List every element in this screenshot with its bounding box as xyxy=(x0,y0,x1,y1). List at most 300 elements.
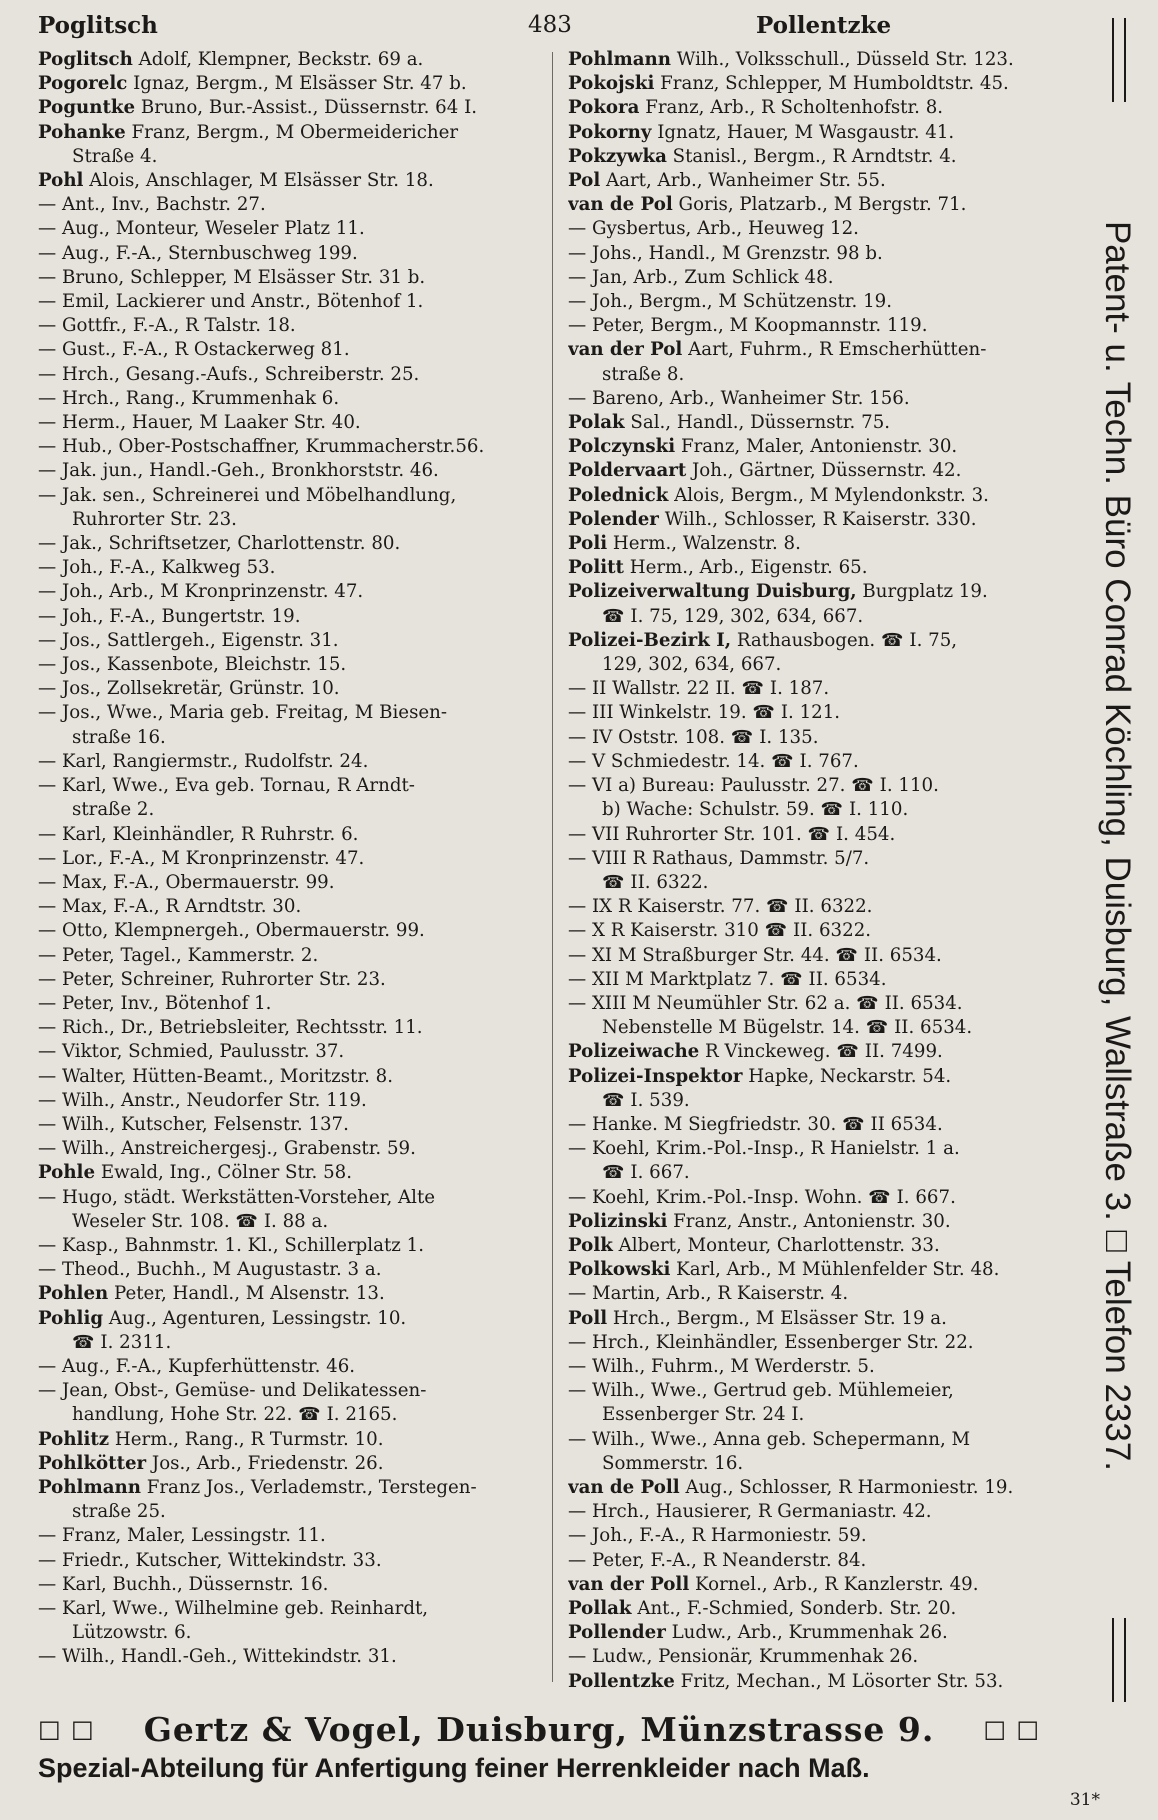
advertisement-headline xyxy=(38,1710,1078,1749)
entry-details: ☎ I. 2311. xyxy=(72,1331,172,1353)
directory-entry xyxy=(568,1161,1080,1185)
entry-details: — Gottfr., F.-A., R Talstr. 18. xyxy=(38,315,296,337)
directory-entry xyxy=(38,387,538,411)
directory-entry xyxy=(38,726,538,750)
entry-details: Ewald, Ing., Cölner Str. 58. xyxy=(95,1162,352,1184)
entry-details: — XII M Marktplatz 7. ☎ II. 6534. xyxy=(568,968,887,990)
directory-entry xyxy=(568,121,1080,145)
directory-entry xyxy=(568,169,1080,193)
entry-details: Stanisl., Bergm., R Arndtstr. 4. xyxy=(666,145,957,167)
entry-surname: Pohl xyxy=(38,170,84,192)
directory-entry xyxy=(568,1113,1080,1137)
entry-details: b) Wache: Schulstr. 59. ☎ I. 110. xyxy=(602,799,909,821)
directory-entry xyxy=(568,363,1080,387)
directory-entry xyxy=(38,1089,538,1113)
entry-details: straße 2. xyxy=(72,799,155,821)
side-banner-bottom-rule xyxy=(1112,1618,1126,1702)
entry-details: ☎ I. 539. xyxy=(602,1089,690,1111)
page-number: 483 xyxy=(528,12,572,38)
directory-entry xyxy=(568,798,1080,822)
directory-entry xyxy=(38,1597,538,1621)
directory-entry xyxy=(568,484,1080,508)
entry-details: Wilh., Volksschull., Düsseld Str. 123. xyxy=(670,49,1014,70)
directory-entry xyxy=(568,968,1080,992)
square-ornament-right: □ □ xyxy=(983,1715,1041,1743)
header-right-keyword: Pollentzke xyxy=(756,12,892,39)
directory-entry xyxy=(38,750,538,774)
advertisement-subline: Spezial-Abteilung für Anfertigung feiner Herrenkleider nach Maß. xyxy=(38,1753,870,1783)
directory-entry xyxy=(38,1645,538,1669)
directory-entry xyxy=(38,242,538,266)
directory-entry xyxy=(38,919,538,943)
directory-entry xyxy=(568,629,1080,653)
entry-details: — Ludw., Pensionär, Krummenhak 26. xyxy=(568,1646,919,1668)
entry-surname: Polk xyxy=(568,1234,613,1256)
directory-entry xyxy=(568,1621,1080,1645)
entry-details: Adolf, Klempner, Beckstr. 69 a. xyxy=(132,49,424,70)
entry-details: Herm., Arb., Eigenstr. 65. xyxy=(623,557,868,579)
entry-details: — XI M Straßburger Str. 44. ☎ II. 6534. xyxy=(568,944,942,966)
entry-details: Nebenstelle M Bügelstr. 14. ☎ II. 6534. xyxy=(602,1017,973,1039)
entry-surname: van de Poll xyxy=(568,1476,680,1498)
entry-details: Fritz, Mechan., M Lösorter Str. 53. xyxy=(674,1670,1004,1692)
entry-details: — Gysbertus, Arb., Heuweg 12. xyxy=(568,218,859,240)
column-divider xyxy=(552,52,553,1682)
directory-entry xyxy=(38,1428,538,1452)
entry-details: — Ant., Inv., Bachstr. 27. xyxy=(38,194,266,216)
entry-details: 129, 302, 634, 667. xyxy=(602,654,782,676)
entry-details: Burgplatz 19. xyxy=(856,581,988,603)
entry-details: — Aug., Monteur, Weseler Platz 11. xyxy=(38,218,365,240)
directory-entry xyxy=(38,72,538,96)
entry-details: — Theod., Buchh., M Augustastr. 3 a. xyxy=(38,1259,382,1281)
entry-details: — Wilh., Wwe., Anna geb. Schepermann, M xyxy=(568,1428,971,1450)
entry-surname: Pohlitz xyxy=(38,1428,110,1450)
entry-details: handlung, Hohe Str. 22. ☎ I. 2165. xyxy=(72,1404,398,1426)
entry-details: Albert, Monteur, Charlottenstr. 33. xyxy=(612,1234,940,1256)
directory-entry xyxy=(568,750,1080,774)
entry-details: — II Wallstr. 22 II. ☎ I. 187. xyxy=(568,678,830,700)
entry-surname: Pohanke xyxy=(38,121,126,143)
directory-entry xyxy=(38,1161,538,1185)
entry-details: — Peter, Tagel., Kammerstr. 2. xyxy=(38,944,319,966)
entry-details: Bruno, Bur.-Assist., Düssernstr. 64 I. xyxy=(135,97,478,119)
directory-entry xyxy=(38,1452,538,1476)
directory-entry xyxy=(38,580,538,604)
entry-details: — Jak. sen., Schreinerei und Möbelhandlung, xyxy=(38,484,457,506)
entry-details: — Hugo, städt. Werkstätten-Vorsteher, Alte xyxy=(38,1186,436,1208)
entry-details: — VI a) Bureau: Paulusstr. 27. ☎ I. 110. xyxy=(568,775,939,797)
directory-entry xyxy=(568,1452,1080,1476)
entry-details: — Koehl, Krim.-Pol.-Insp., R Hanielstr. 1 a. xyxy=(568,1138,960,1160)
directory-entry xyxy=(38,48,538,72)
directory-entry xyxy=(568,193,1080,217)
directory-entry xyxy=(38,1040,538,1064)
entry-details: — Koehl, Krim.-Pol.-Insp. Wohn. ☎ I. 667. xyxy=(568,1186,956,1208)
directory-entry xyxy=(38,1234,538,1258)
entry-details: Alois, Bergm., M Mylendonkstr. 3. xyxy=(668,484,989,506)
directory-entry xyxy=(568,290,1080,314)
directory-entry xyxy=(568,1040,1080,1064)
entry-details: Franz, Maler, Antonienstr. 30. xyxy=(675,436,958,458)
directory-entry xyxy=(38,193,538,217)
entry-details: Franz, Anstr., Antonienstr. 30. xyxy=(667,1210,951,1232)
directory-entry xyxy=(568,338,1080,362)
directory-entry xyxy=(568,1307,1080,1331)
directory-entry xyxy=(568,653,1080,677)
entry-surname: Politt xyxy=(568,557,624,579)
entry-surname: Pollak xyxy=(568,1598,632,1619)
entry-details: — Jan, Arb., Zum Schlick 48. xyxy=(568,266,834,288)
entry-details: — Joh., Bergm., M Schützenstr. 19. xyxy=(568,291,892,313)
entry-details: Aart, Arb., Wanheimer Str. 55. xyxy=(600,170,886,192)
directory-entry xyxy=(568,556,1080,580)
directory-entry xyxy=(38,701,538,725)
directory-entry xyxy=(38,1355,538,1379)
directory-entry xyxy=(568,1065,1080,1089)
directory-entry xyxy=(38,169,538,193)
entry-details: — Johs., Handl., M Grenzstr. 98 b. xyxy=(568,242,883,264)
directory-entry xyxy=(38,435,538,459)
directory-entry xyxy=(568,1428,1080,1452)
directory-entry xyxy=(568,1645,1080,1669)
directory-entry xyxy=(38,1016,538,1040)
entry-surname: Pohle xyxy=(38,1162,96,1184)
entry-surname: Pohlig xyxy=(38,1307,104,1329)
entry-surname: Pokorny xyxy=(568,121,652,143)
entry-details: ☎ I. 75, 129, 302, 634, 667. xyxy=(602,605,864,627)
entry-details: — IV Oststr. 108. ☎ I. 135. xyxy=(568,726,819,748)
entry-surname: Poglitsch xyxy=(38,49,133,70)
directory-entry xyxy=(38,411,538,435)
directory-entry xyxy=(38,653,538,677)
entry-surname: Pokora xyxy=(568,97,640,119)
entry-details: — Jean, Obst-, Gemüse- und Delikatessen- xyxy=(38,1380,427,1402)
directory-entry xyxy=(568,1549,1080,1573)
directory-entry xyxy=(568,1379,1080,1403)
directory-entry xyxy=(568,1476,1080,1500)
entry-details: — Hub., Ober-Postschaffner, Krummacherstr.56. xyxy=(38,436,485,458)
directory-entry xyxy=(38,266,538,290)
directory-entry xyxy=(568,1282,1080,1306)
entry-details: — Joh., F.-A., Kalkweg 53. xyxy=(38,557,276,579)
entry-surname: Polak xyxy=(568,412,625,434)
directory-entry xyxy=(568,508,1080,532)
entry-details: — III Winkelstr. 19. ☎ I. 121. xyxy=(568,702,841,724)
directory-entry xyxy=(568,1137,1080,1161)
directory-entry xyxy=(38,1476,538,1500)
entry-details: Aart, Fuhrm., R Emscherhütten- xyxy=(682,339,987,361)
directory-entry xyxy=(38,992,538,1016)
entry-surname: Polizeiwache xyxy=(568,1041,700,1063)
entry-surname: Pokojski xyxy=(568,73,655,95)
entry-details: — VII Ruhrorter Str. 101. ☎ I. 454. xyxy=(568,823,896,845)
directory-entry xyxy=(38,798,538,822)
directory-entry xyxy=(568,992,1080,1016)
entry-details: — Joh., F.-A., Bungertstr. 19. xyxy=(38,605,301,627)
directory-entry xyxy=(38,1331,538,1355)
right-column xyxy=(568,48,1080,1694)
entry-surname: Pollentzke xyxy=(568,1670,675,1692)
entry-details: Jos., Arb., Friedenstr. 26. xyxy=(146,1452,384,1474)
entry-details: — Karl, Rangiermstr., Rudolfstr. 24. xyxy=(38,750,369,772)
directory-entry xyxy=(568,1355,1080,1379)
directory-entry xyxy=(568,1016,1080,1040)
directory-entry xyxy=(568,1089,1080,1113)
entry-details: — Wilh., Handl.-Geh., Wittekindstr. 31. xyxy=(38,1646,397,1668)
entry-surname: Pokzywka xyxy=(568,145,667,167)
directory-entry xyxy=(568,605,1080,629)
square-ornament-left: □ □ xyxy=(38,1715,95,1743)
entry-details: Wilh., Schlosser, R Kaiserstr. 330. xyxy=(658,508,977,530)
entry-details: Karl, Arb., M Mühlenfelder Str. 48. xyxy=(670,1259,1000,1281)
directory-entry xyxy=(568,1500,1080,1524)
entry-surname: Pohlmann xyxy=(38,1476,141,1498)
entry-details: Straße 4. xyxy=(72,145,158,167)
entry-details: — VIII R Rathaus, Dammstr. 5/7. xyxy=(568,847,870,869)
entry-surname: Poguntke xyxy=(38,97,136,119)
directory-entry xyxy=(38,1258,538,1282)
entry-details: — X R Kaiserstr. 310 ☎ II. 6322. xyxy=(568,920,872,942)
left-column xyxy=(38,48,538,1670)
entry-details: — Wilh., Wwe., Gertrud geb. Mühlemeier, xyxy=(568,1380,954,1402)
entry-details: Franz, Bergm., M Obermeidericher xyxy=(125,121,459,143)
directory-entry xyxy=(568,944,1080,968)
directory-entry xyxy=(568,48,1080,72)
directory-entry xyxy=(38,145,538,169)
entry-details: — Hrch., Gesang.-Aufs., Schreiberstr. 25. xyxy=(38,363,420,385)
entry-details: Aug., Agenturen, Lessingstr. 10. xyxy=(103,1307,407,1329)
directory-entry xyxy=(38,944,538,968)
directory-entry xyxy=(568,919,1080,943)
directory-entry xyxy=(568,387,1080,411)
entry-details: Hapke, Neckarstr. 54. xyxy=(742,1065,952,1087)
entry-details: — IX R Kaiserstr. 77. ☎ II. 6322. xyxy=(568,896,873,918)
entry-details: — Kasp., Bahnmstr. 1. Kl., Schillerplatz 1. xyxy=(38,1234,424,1256)
directory-entry xyxy=(38,314,538,338)
entry-surname: Polkowski xyxy=(568,1259,671,1281)
entry-surname: Polednick xyxy=(568,484,669,506)
directory-entry xyxy=(568,701,1080,725)
directory-entry xyxy=(568,314,1080,338)
entry-details: — Bruno, Schlepper, M Elsässer Str. 31 b. xyxy=(38,266,426,288)
entry-surname: Pohlmann xyxy=(568,49,671,70)
directory-entry xyxy=(38,871,538,895)
entry-details: — Karl, Buchh., Düssernstr. 16. xyxy=(38,1573,329,1595)
directory-entry xyxy=(568,1670,1080,1694)
entry-details: — Max, F.-A., Obermauerstr. 99. xyxy=(38,871,335,893)
directory-entry xyxy=(38,1500,538,1524)
entry-details: Ant., F.-Schmied, Sonderb. Str. 20. xyxy=(631,1598,957,1619)
directory-entry xyxy=(568,1210,1080,1234)
entry-details: — Karl, Wwe., Wilhelmine geb. Reinhardt, xyxy=(38,1598,429,1619)
entry-details: — Joh., Arb., M Kronprinzenstr. 47. xyxy=(38,581,364,603)
directory-entry xyxy=(568,72,1080,96)
entry-details: Joh., Gärtner, Düssernstr. 42. xyxy=(686,460,962,482)
entry-surname: Polizei-Inspektor xyxy=(568,1065,743,1087)
entry-details: Alois, Anschlager, M Elsässer Str. 18. xyxy=(83,170,434,192)
advertisement-company: Gertz & Vogel, Duisburg, Münzstrasse 9. xyxy=(143,1710,935,1749)
entry-details: straße 16. xyxy=(72,726,166,748)
directory-entry xyxy=(568,145,1080,169)
directory-entry xyxy=(38,121,538,145)
entry-details: Aug., Schlosser, R Harmoniestr. 19. xyxy=(679,1476,1014,1498)
signature-mark: 31* xyxy=(1069,1790,1100,1810)
entry-surname: Polizei-Bezirk I, xyxy=(568,629,732,651)
entry-details: — Walter, Hütten-Beamt., Moritzstr. 8. xyxy=(38,1065,393,1087)
entry-details: — Peter, Schreiner, Ruhrorter Str. 23. xyxy=(38,968,386,990)
entry-details: — Wilh., Fuhrm., M Werderstr. 5. xyxy=(568,1355,875,1377)
directory-entry xyxy=(38,1549,538,1573)
directory-entry xyxy=(568,823,1080,847)
entry-details: Franz Jos., Verlademstr., Terstegen- xyxy=(140,1476,477,1498)
entry-details: — Aug., F.-A., Sternbuschweg 199. xyxy=(38,242,358,264)
directory-entry xyxy=(38,823,538,847)
entry-details: Rathausbogen. ☎ I. 75, xyxy=(731,629,958,651)
entry-details: Ignaz, Bergm., M Elsässer Str. 47 b. xyxy=(127,73,467,95)
directory-entry xyxy=(38,556,538,580)
entry-details: — Rich., Dr., Betriebsleiter, Rechtsstr. 11. xyxy=(38,1017,423,1039)
directory-entry xyxy=(38,459,538,483)
entry-details: — Karl, Wwe., Eva geb. Tornau, R Arndt- xyxy=(38,775,415,797)
entry-details: Franz, Schlepper, M Humboldtstr. 45. xyxy=(654,73,1009,95)
directory-entry xyxy=(38,677,538,701)
directory-entry xyxy=(38,96,538,120)
directory-entry xyxy=(38,774,538,798)
header-left-keyword: Poglitsch xyxy=(38,12,158,39)
entry-details: Weseler Str. 108. ☎ I. 88 a. xyxy=(72,1210,329,1232)
entry-surname: van der Poll xyxy=(568,1573,690,1595)
entry-details: Lützowstr. 6. xyxy=(72,1622,192,1644)
directory-entry xyxy=(568,1573,1080,1597)
entry-surname: van der Pol xyxy=(568,339,683,361)
directory-entry xyxy=(38,290,538,314)
entry-details: — Franz, Maler, Lessingstr. 11. xyxy=(38,1525,326,1547)
directory-entry xyxy=(568,532,1080,556)
directory-entry xyxy=(38,1186,538,1210)
entry-details: Sommerstr. 16. xyxy=(602,1452,744,1474)
advertisement xyxy=(38,1710,1078,1784)
directory-entry xyxy=(38,847,538,871)
directory-entry xyxy=(568,242,1080,266)
entry-surname: Pogorelc xyxy=(38,73,128,95)
directory-entry xyxy=(38,1065,538,1089)
entry-details: — Jak., Schriftsetzer, Charlottenstr. 80. xyxy=(38,533,401,555)
entry-details: — Martin, Arb., R Kaiserstr. 4. xyxy=(568,1283,849,1305)
side-banner xyxy=(1080,18,1152,1708)
directory-entry xyxy=(568,726,1080,750)
entry-details: — Hrch., Hausierer, R Germaniastr. 42. xyxy=(568,1501,932,1523)
directory-entry xyxy=(38,338,538,362)
directory-entry xyxy=(568,435,1080,459)
directory-entry xyxy=(38,629,538,653)
directory-entry xyxy=(38,1379,538,1403)
directory-entry xyxy=(38,895,538,919)
directory-entry xyxy=(568,677,1080,701)
directory-entry xyxy=(568,895,1080,919)
side-banner-text: Patent- u. Techn. Büro Conrad Köchling, Duisburg, Wallstraße 3. □ Telefon 2337. xyxy=(1098,220,1137,1472)
directory-entry xyxy=(568,1258,1080,1282)
entry-details: straße 25. xyxy=(72,1501,166,1523)
directory-entry xyxy=(568,459,1080,483)
directory-entry xyxy=(38,1137,538,1161)
page-header xyxy=(38,6,1068,46)
entry-details: — Hanke. M Siegfriedstr. 30. ☎ II 6534. xyxy=(568,1113,943,1135)
entry-details: Ludw., Arb., Krummenhak 26. xyxy=(665,1622,948,1644)
entry-details: Hrch., Bergm., M Elsässer Str. 19 a. xyxy=(607,1307,947,1329)
entry-details: — Hrch., Rang., Krummenhak 6. xyxy=(38,387,340,409)
directory-entry xyxy=(568,847,1080,871)
entry-details: — Wilh., Anstr., Neudorfer Str. 119. xyxy=(38,1089,367,1111)
directory-entry xyxy=(568,580,1080,604)
entry-details: — Gust., F.-A., R Ostackerweg 81. xyxy=(38,339,350,361)
entry-details: Herm., Walzenstr. 8. xyxy=(607,533,801,555)
entry-details: — Otto, Klempnergeh., Obermauerstr. 99. xyxy=(38,920,425,942)
entry-details: — Jos., Wwe., Maria geb. Freitag, M Biesen- xyxy=(38,702,448,724)
entry-surname: Pohlen xyxy=(38,1283,109,1305)
entry-surname: Pol xyxy=(568,170,601,192)
entry-details: Herm., Rang., R Turmstr. 10. xyxy=(109,1428,384,1450)
entry-surname: Poli xyxy=(568,533,608,555)
entry-details: Peter, Handl., M Alsenstr. 13. xyxy=(108,1283,385,1305)
directory-entry xyxy=(568,1524,1080,1548)
directory-entry xyxy=(38,484,538,508)
entry-details: — Bareno, Arb., Wanheimer Str. 156. xyxy=(568,387,910,409)
entry-details: — Wilh., Anstreichergesj., Grabenstr. 59. xyxy=(38,1138,416,1160)
directory-entry xyxy=(38,968,538,992)
entry-surname: Pohlkötter xyxy=(38,1452,147,1474)
entry-details: — Jak. jun., Handl.-Geh., Bronkhorststr. 46. xyxy=(38,460,439,482)
directory-entry xyxy=(568,1331,1080,1355)
entry-surname: Pollender xyxy=(568,1622,666,1644)
entry-surname: Poldervaart xyxy=(568,460,687,482)
entry-details: R Vinckeweg. ☎ II. 7499. xyxy=(699,1041,943,1063)
entry-details: — Peter, Inv., Bötenhof 1. xyxy=(38,992,272,1014)
directory-entry xyxy=(38,605,538,629)
entry-surname: Polender xyxy=(568,508,659,530)
entry-details: Franz, Arb., R Scholtenhofstr. 8. xyxy=(639,97,944,119)
entry-details: — Hrch., Kleinhändler, Essenberger Str. 22. xyxy=(568,1331,974,1353)
entry-details: straße 8. xyxy=(602,363,685,385)
entry-details: — V Schmiedestr. 14. ☎ I. 767. xyxy=(568,750,859,772)
entry-details: — Jos., Sattlergeh., Eigenstr. 31. xyxy=(38,629,339,651)
entry-details: — Emil, Lackierer und Anstr., Bötenhof 1. xyxy=(38,291,424,313)
entry-surname: Polizeiverwaltung Duisburg, xyxy=(568,581,857,603)
entry-details: — Karl, Kleinhändler, R Ruhrstr. 6. xyxy=(38,823,359,845)
directory-entry xyxy=(568,266,1080,290)
directory-entry xyxy=(38,1210,538,1234)
directory-entry xyxy=(568,1403,1080,1427)
entry-details: Sal., Handl., Düssernstr. 75. xyxy=(624,412,891,434)
entry-details: — Jos., Kassenbote, Bleichstr. 15. xyxy=(38,654,347,676)
entry-details: Ignatz, Hauer, M Wasgaustr. 41. xyxy=(651,121,955,143)
directory-entry xyxy=(38,532,538,556)
directory-entry xyxy=(38,1282,538,1306)
directory-entry xyxy=(38,1403,538,1427)
entry-details: — Friedr., Kutscher, Wittekindstr. 33. xyxy=(38,1549,382,1571)
entry-details: — Peter, Bergm., M Koopmannstr. 119. xyxy=(568,315,928,337)
entry-details: Essenberger Str. 24 I. xyxy=(602,1404,805,1426)
entry-details: — Peter, F.-A., R Neanderstr. 84. xyxy=(568,1549,867,1571)
entry-details: — XIII M Neumühler Str. 62 a. ☎ II. 6534. xyxy=(568,992,963,1014)
directory-entry xyxy=(38,363,538,387)
directory-entry xyxy=(38,1573,538,1597)
directory-entry xyxy=(38,1113,538,1137)
entry-details: — Wilh., Kutscher, Felsenstr. 137. xyxy=(38,1113,349,1135)
entry-details: — Viktor, Schmied, Paulusstr. 37. xyxy=(38,1041,345,1063)
directory-entry xyxy=(568,1597,1080,1621)
directory-entry xyxy=(568,411,1080,435)
